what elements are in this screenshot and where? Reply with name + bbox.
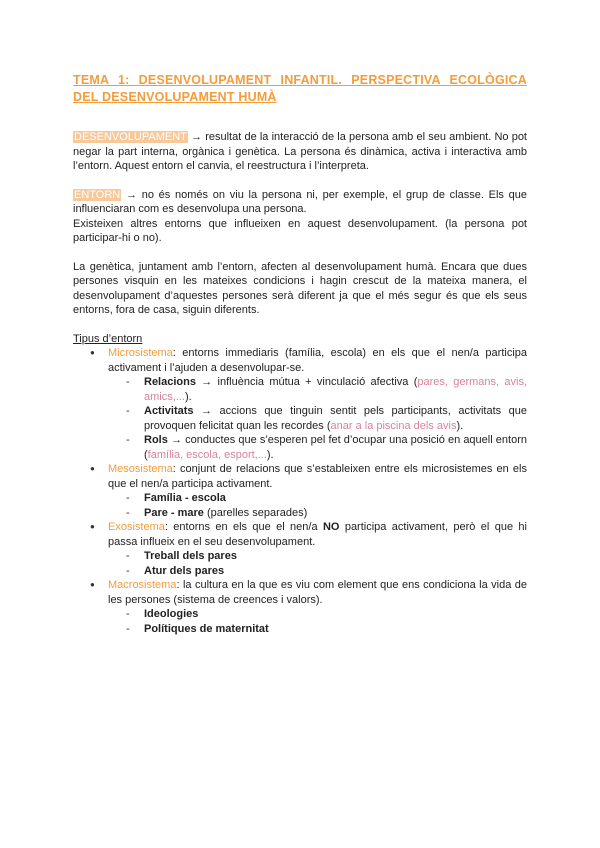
paragraph-entorn: [73, 188, 527, 217]
document-title: TEMA 1: DESENVOLUPAMENT INFANTIL. PERSPECTIVA ECOLÒGICA DEL DESENVOLUPAMENT HUMÀ: [73, 73, 527, 104]
sub-item-relacions: - Relacions → influència mútua + vinculació afectiva (pares, germans, avis, amics,...).: [144, 375, 527, 404]
paragraph-desenvolupament: [73, 130, 527, 174]
paragraph-entorn-2: Existeixen altres entorns que influeixen en aquest desenvolupament. (la persona pot participar-hi o no).: [73, 217, 527, 244]
paragraph-genetica: La genètica, juntament amb l’entorn, afecten al desenvolupament humà. Encara que dues persones visquin en les mateixes condicions i hagin crescut de la mateixa manera, el desenvolupament d’aquestes persones serà diferent ja que el més segur és que els seus entorns, fora de casa, siguin diferents.: [73, 260, 527, 316]
sub-item-politiques: - Polítiques de maternitat: [144, 622, 527, 637]
sub-item-activitats: - Activitats → accions que tinguin sentit pels participants, activitats que provoquen felicitat quan les recordes (anar a la piscina dels avis).: [144, 404, 527, 433]
exosistema-sublist: [108, 549, 527, 578]
section-title: Tipus d’entorn: [73, 332, 143, 345]
list-item-exosistema: ● Exosistema: entorns en els que el nen/a NO participa activament, però el que hi passa influeix en el seu desenvolupament. - Treball dels pares - Atur dels pares: [108, 520, 527, 578]
sub-item-atur: - Atur dels pares: [144, 564, 527, 579]
sub-item-pare-mare: - Pare - mare (parelles separades): [144, 506, 527, 521]
sub-item-treball: - Treball dels pares: [144, 549, 527, 564]
microsistema-sublist: [108, 375, 527, 462]
term-desenvolupament: DESENVOLUPAMENT: [74, 131, 187, 143]
term-exosistema: Exosistema: [108, 521, 165, 533]
list-item-mesosistema: ● Mesosistema: conjunt de relacions que s’estableixen entre els microsistemes en els que el nen/a participa activament. - Família - escola - Pare - mare (parelles separades): [108, 462, 527, 520]
list-item-macrosistema: ● Macrosistema: la cultura en la que es viu com element que ens condiciona la vida de les persones (sistema de creences i valors). - Ideologies - Polítiques de maternitat: [108, 578, 527, 636]
list-item-microsistema: ● Microsistema: entorns immediaris (família, escola) en els que el nen/a participa activament i l’ajuden a desenvolupar-se. - Relacions → influència mútua + vinculació afectiva (pares, germans, avis, amics,...). - Activitats → accions que tinguin sentit pels participants, activitats que provoquen felicitat quan les recordes (anar a la piscina dels avis). - Rols → conductes que s’esperen pel fet d’ocupar una posició en aquell entorn (família, escola, esport,...).: [108, 346, 527, 462]
sub-item-familia-escola: - Família - escola: [144, 491, 527, 506]
term-macrosistema: Macrosistema: [108, 579, 177, 591]
macrosistema-sublist: [108, 607, 527, 636]
entorn-types-list: [73, 346, 527, 636]
term-entorn: ENTORN: [74, 188, 121, 201]
term-microsistema: Microsistema: [108, 347, 173, 359]
sub-item-ideologies: - Ideologies: [144, 607, 527, 622]
entorn-definition: → no és només on viu la persona ni, per exemple, el grup de classe. Els que influenciaran com es desenvolupa una persona.: [73, 188, 527, 215]
term-mesosistema: Mesosistema: [108, 463, 173, 475]
mesosistema-sublist: [108, 491, 527, 520]
desenvolupament-definition: → resultat de la interacció de la persona amb el seu ambient. No pot negar la part interna, orgànica i genètica. La persona és dinàmica, activa i interactiva amb l’entorn. Aquest entorn el canvia, el reestructura i l’interpreta.: [73, 131, 527, 172]
sub-item-rols: - Rols → conductes que s’esperen pel fet d’ocupar una posició en aquell entorn (família, escola, esport,...).: [144, 433, 527, 462]
document-page: [73, 72, 527, 636]
